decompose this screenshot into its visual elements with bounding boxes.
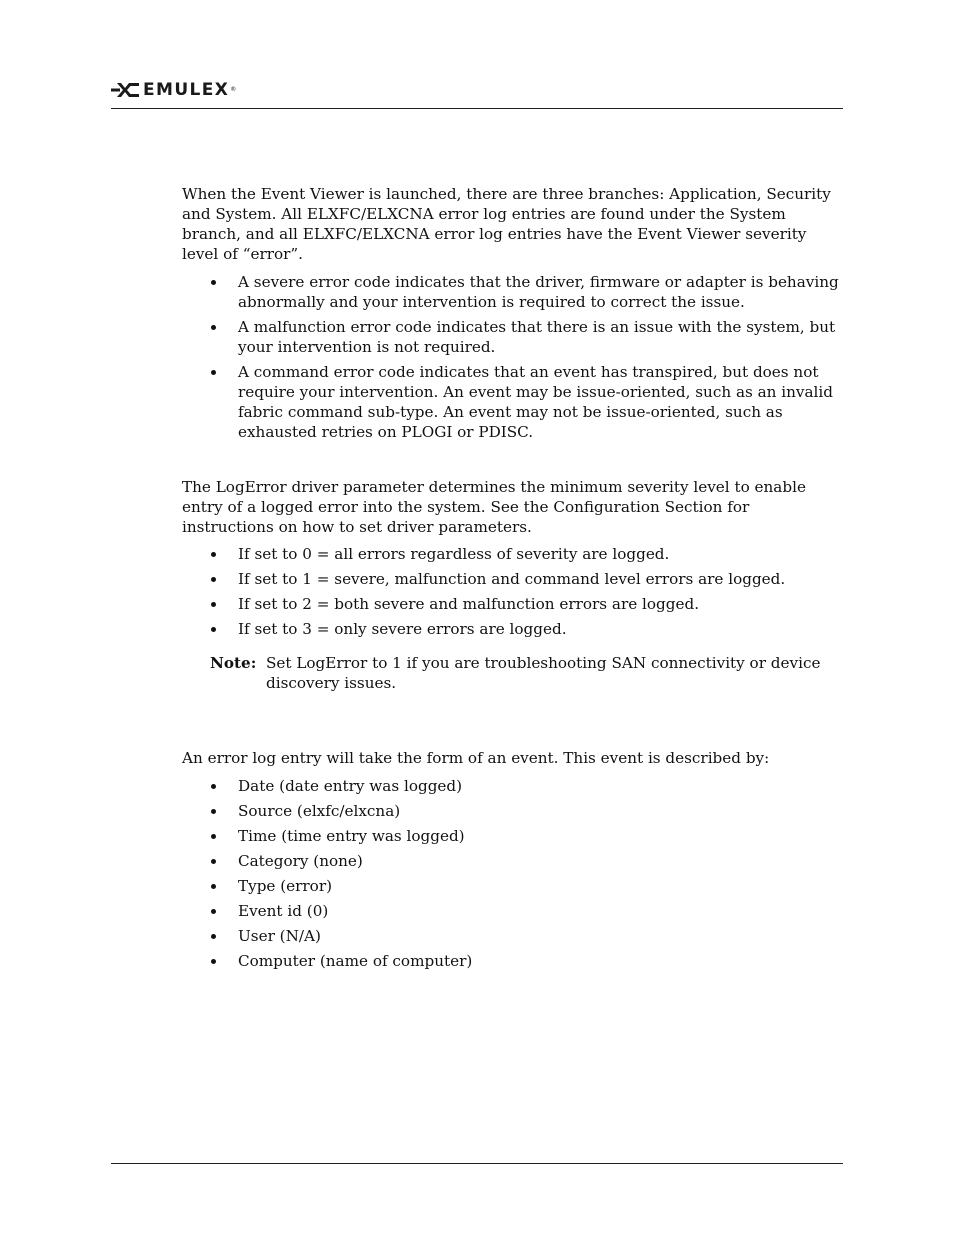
list-item: If set to 0 = all errors regardless of severity are logged. <box>182 544 842 564</box>
logerror-paragraph: The LogError driver parameter determines the minimum severity level to enable entry of a logged error into the system. See the Configuration Section for instructions on how to set driver parameters. <box>182 478 806 536</box>
emulex-logo <box>111 80 236 100</box>
section-event-format <box>182 748 842 971</box>
list-item: Source (elxfc/elxcna) <box>182 801 842 821</box>
list-item: User (N/A) <box>182 926 842 946</box>
list-item: Time (time entry was logged) <box>182 826 842 846</box>
list-item: Computer (name of computer) <box>182 951 842 971</box>
logo-text: EMULEX <box>143 80 230 100</box>
note-label: Note: <box>210 654 257 672</box>
severity-list <box>182 272 842 442</box>
note <box>182 653 842 693</box>
list-item: Event id (0) <box>182 901 842 921</box>
emulex-logo-mark-icon <box>111 80 139 100</box>
logerror-levels-list <box>182 544 842 639</box>
section-event-viewer <box>182 184 842 442</box>
list-item: If set to 1 = severe, malfunction and command level errors are logged. <box>182 569 842 589</box>
list-item: Type (error) <box>182 876 842 896</box>
list-item: Category (none) <box>182 851 842 871</box>
list-item: A severe error code indicates that the driver, firmware or adapter is behaving abnormally and your intervention is required to correct the issue. <box>182 272 842 312</box>
logo-trademark: ® <box>230 86 237 93</box>
event-format-paragraph: An error log entry will take the form of an event. This event is described by: <box>182 749 770 767</box>
footer-rule <box>111 1163 843 1164</box>
list-item: A malfunction error code indicates that there is an issue with the system, but your intervention is not required. <box>182 317 842 357</box>
note-text: Set LogError to 1 if you are troubleshooting SAN connectivity or device discovery issues. <box>266 654 821 692</box>
section-logerror <box>182 477 842 693</box>
list-item: If set to 2 = both severe and malfunction errors are logged. <box>182 594 842 614</box>
list-item: Date (date entry was logged) <box>182 776 842 796</box>
event-fields-list <box>182 776 842 971</box>
list-item: A command error code indicates that an event has transpired, but does not require your intervention. An event may be issue-oriented, such as an invalid fabric command sub-type. An event may not be issue-oriented, such as exhausted retries on PLOGI or PDISC. <box>182 362 842 442</box>
list-item: If set to 3 = only severe errors are logged. <box>182 619 842 639</box>
header-rule <box>111 108 843 109</box>
event-viewer-paragraph: When the Event Viewer is launched, there are three branches: Application, Security and System. All ELXFC/ELXCNA error log entries are found under the System branch, and all ELXFC/ELXCNA error log entries have the Event Viewer severity level of “error”. <box>182 185 831 263</box>
